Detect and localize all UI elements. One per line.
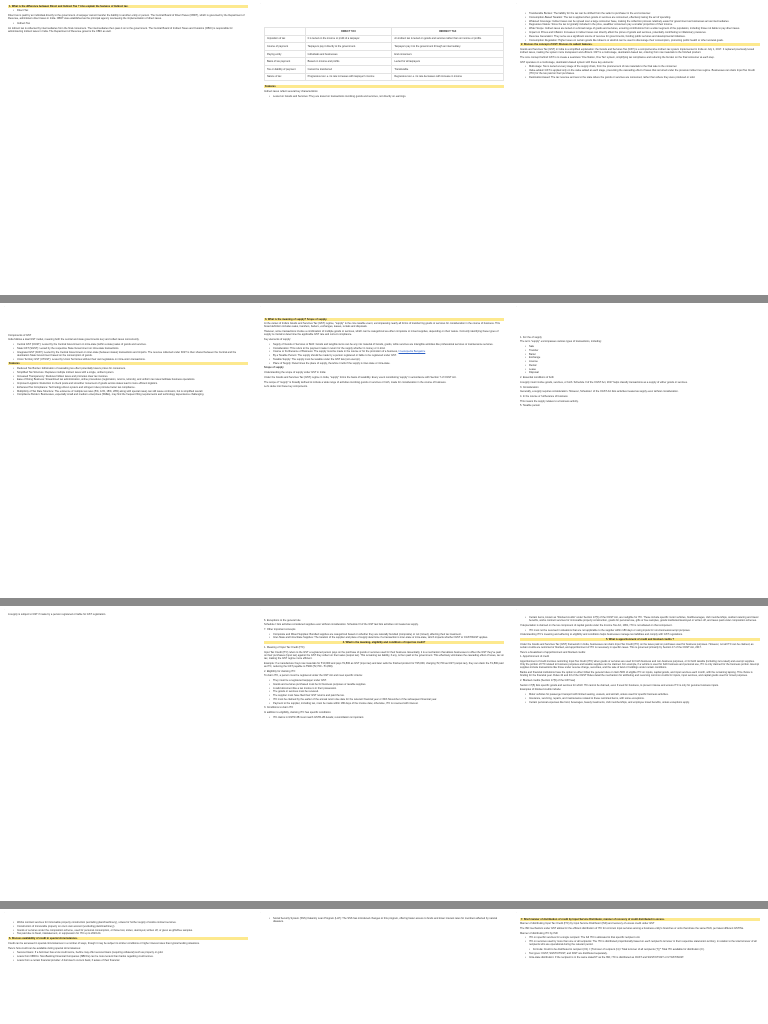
document-page-9[interactable] <box>512 606 768 901</box>
paragraph: 1. Meaning of Input Tax Credit (ITC) <box>264 645 305 649</box>
list-item: • Wider Scope: Indirect taxes are levied on a broad range of goods and services, ensuring contributions from a wider segment of the population, including those not liable to pay direct taxes. <box>525 27 760 30</box>
document-page-11[interactable] <box>256 909 512 1024</box>
list-item: • ITC must not be reversed in situations that are not applicable to the supplier within 180 days or using inputs for non-business/exempt purposes. <box>525 629 760 632</box>
question-heading: 6. Discuss availability of credit in special circumstances. <box>8 937 248 940</box>
section-label: • Indirect Tax <box>13 22 248 25</box>
page-marker: · <box>516 304 517 308</box>
document-page-12[interactable] <box>512 909 768 1024</box>
list-item: • Destination-based: The tax revenue accrues to the state where the goods or services are consumed, rather than where they were produced or sold. <box>525 76 760 79</box>
question-heading: 7. Brief manner of distribution of credit by Input Service Distributor, manner of recovery of credit distributed in excess. <box>520 918 760 921</box>
paragraph: 1. Apportionment of credit <box>520 655 550 659</box>
section-title: Components of GST <box>8 333 32 337</box>
list-item: • Transfer <box>525 349 760 352</box>
question-heading: 1. What is the difference between Direct and Indirect Tax ? Also explain the features of Indirect tax. <box>8 5 248 8</box>
list-item: • Enhanced Tax Compliance: Technology-driven system and stringent rules promote better tax compliance. <box>13 386 248 389</box>
paragraph: Key elements of supply: <box>264 338 292 342</box>
list-item: • Loans from NBFCs: Non-Banking Financial Companies (NBFCs) can be more lenient than banks regarding credit scores. <box>13 955 248 958</box>
paragraph: Goods and Services Tax (GST) in India is a simplified explanation: the Goods and Services Tax (GST) is a comprehensive indirect tax system implemented in India on July 1, 2017. It replaced previously levied indirect taxes, making the system more transparent and efficient. GST is a multi-stage, destination-based tax, ordering from raw materials to the finished product. <box>520 47 755 55</box>
table-cell: Taxpayers pay it to the government through an intermediary. <box>392 43 504 51</box>
table-cell: It is levied on the income or profit of a taxpayer. <box>305 35 392 43</box>
page-marker: · <box>260 1 261 5</box>
document-page-5[interactable] <box>256 303 512 598</box>
document-page-7[interactable] <box>0 606 256 901</box>
list-item: • Secured loans: If a borrower has a low credit score, he/she may offer secured loans (requiring collateral) such as property or gold. <box>13 951 248 954</box>
list-item: • Composite and Mixed Supplies: Bundled supplies are categorized based on whether they are naturally bundled (composite) or not (mixed), affecting their tax treatment. <box>269 633 504 636</box>
list-item: • Motor vehicles for passenger transport with limited seating, vessels, and aircraft, unless used for specific business activities. <box>525 693 760 696</box>
page-marker: · <box>4 910 5 914</box>
paragraph: Section 17(5) lists specific goods and services for which ITC cannot be claimed, even if used for business, to prevent misuse and ensure ITC is only for genuine business inputs. <box>520 683 719 687</box>
list-item: • ITC must be claimed by the earlier of the annual return due date for the relevant financial year or 30th November of the subsequent financial year. <box>269 698 504 701</box>
list-item: • Sale <box>525 345 760 348</box>
document-page-8[interactable] <box>256 606 512 901</box>
paragraph: 2. Eligibility for claiming ITC <box>264 669 296 673</box>
list-item: • Exchange <box>525 356 760 359</box>
table-cell: Imposition of tax <box>265 35 306 43</box>
list-item: • Barter <box>525 353 760 356</box>
list-item: • Revenue Generation: They serve as a significant source of revenue for governments, funding public services and developmental initiatives. <box>525 35 760 38</box>
paragraph: If depreciation is claimed on the tax component of capital goods under the Income Tax Act, 1961, ITC is not allowed on that component. <box>520 623 673 627</box>
section-label: • Direct Tax <box>13 9 248 12</box>
list-item: • Tax paid due to fraud, misstatement, or suppression for ITC up to 2023-24. <box>13 932 248 935</box>
paragraph: 4. In the course or furtherance of business <box>520 395 568 398</box>
table-header-row <box>265 28 504 36</box>
list-item: • Integrated GST (IGST): Levied by the Central Government on inter-state (between states) transactions and imports. The revenue collected under IGST is then shared between the Central and the destination State Government based on the consumption of goods. <box>13 351 248 357</box>
list-item: • Consumption-Based Taxation: The tax is applied when goods or services are consumed, effectively taxing the act of spending. <box>525 16 760 19</box>
paragraph: 2. Blocked credits (Section 17(5) of the GST law) <box>520 679 576 683</box>
paragraph: A supply is subject to GST if made by a person registered or liable for GST registration. <box>8 612 107 616</box>
document-page-1[interactable] <box>0 0 256 295</box>
paragraph: Credit can be accessed in special circumstances in a number of ways, though it may be subject to stricter conditions or higher interest rates than typical lending situations. <box>8 941 200 945</box>
paragraph: Input Tax Credit (ITC) refers to the GST a registered person pays on the purchase of goods or services used for their business. Essentially, it is a mechanism that allows businesses to offset the GST they've paid on their purchases (input tax) against the GST they collect on their sales (output tax). This remaining tax liability, if any, is then paid to the government. This effectively eliminates the cascading effect of taxes, tax on tax, making the GST regime more efficient. <box>264 650 504 660</box>
page-marker: · <box>516 1 517 5</box>
list-item: • Union Territory GST (UTGST): Levied by Union Territories without their own legislature on intra-union transactions. <box>13 358 248 361</box>
list-item: • Insurance, servicing, repairs, and maintenance related to these restricted items, with some exceptions. <box>525 697 760 700</box>
subheading: Scope of supply <box>264 366 284 370</box>
list-item: • The goods or services must be received. <box>269 690 504 693</box>
paragraph: 3. Conditions to claim ITC <box>264 706 294 710</box>
table-cell: An indirect tax is levied on goods and services rather than on income or profits. <box>392 35 504 43</box>
reference-link[interactable]: Investopedia Bangalore <box>398 350 426 354</box>
list-item: • Lease <box>525 368 760 371</box>
list-item: • Multi-stage: Tax is levied at every stage of the supply chain, from the procurement of raw materials to the final sale to the consumer. <box>525 65 760 68</box>
paragraph: Generally, a supply requires consideration. However, Schedule I of the CGST Act lists activities treated as supply even without consideration. <box>520 390 679 394</box>
list-item: • Certain personal expenses like food, beverages, beauty treatments, club memberships, and employee travel benefits, unless exceptions apply. <box>525 701 760 704</box>
list-item: • Compliance Burden: Businesses, especially small and medium enterprises (SMEs), may find the frequent filing requirements and technology dependence challenging. <box>13 393 248 396</box>
list-item: • Consumption Regulation: Higher taxes on certain goods like tobacco or alcohol can be used to discourage their consumption, promoting public health or other societal goals. <box>525 39 760 42</box>
paragraph: The scope of "supply" is broadly defined to include a wide range of activities involving goods or services or both, made for consideration in the course of business. <box>264 380 447 384</box>
section-heading: Features <box>8 362 248 365</box>
page-marker: · <box>260 910 261 914</box>
document-page-4[interactable] <box>0 303 256 598</box>
list-item: • Payment to the supplier, including tax, must be made within 180 days of the invoice date; otherwise, ITC is reversed with interest. <box>269 702 504 705</box>
paragraph: The ISD mechanism under GST allows for the efficient distribution of ITC for common input services among a business entity's branches or units that share the same PAN, per latest different GSTINs. <box>520 926 744 930</box>
table-header-cell <box>265 28 306 36</box>
section-heading: Features <box>264 85 504 88</box>
paragraph: Understanding ITC's meaning and adhering to eligibility and conditions helps businesses manage tax liabilities and comply with GST regulations. <box>520 633 683 637</box>
table-cell: Tax on liability of payment <box>265 65 306 73</box>
paragraph: India follows a dual GST model, meaning both the central and state governments levy and collect taxes concurrently. <box>8 338 140 342</box>
list-item: • Taxable Supply: The supply must be taxable under the GST law (not exempt). <box>269 358 504 361</box>
paragraph: Examples of blocked credits include: <box>520 688 562 692</box>
list-item: • Tax types: CGST, SGST/UTGST, and IGST are distributed separately. <box>525 952 760 955</box>
table-cell: Paying entity <box>265 50 306 58</box>
paragraph: Direct tax is paid by an individual directly to the government. A taxpayer cannot transfer the liability to another entity or person. The Central Board of Direct Taxes (CBDT), which is governed by the Department of Revenue, administers direct taxes in India. CBDT was established as the principal agency overseeing the implementation of direct taxes. <box>8 13 245 21</box>
list-item: • Inter-State and Intra-State Supplies: The location of the supplier and place of supply determine if a transaction is inter-state or intra-state, which impacts whether IGST or CGST/SGST applies. <box>269 636 504 639</box>
paragraph: However, some transactions involve a combination of multiple goods or services, which can be categorized as either composite or mixed supplies, depending on their nature. Correctly identifying these types of supply is crucial to determine the applicable GST rate and correct compliance. <box>264 330 499 337</box>
paragraph: Banks and financial institutions have the option to either follow the general rules or claim 50% of eligible ITC on inputs, capital goods, and input services each month, with the remaining lapsing. This choice is binding for the financial year. Rules 42 and 43 of the CGST Rules detail the mechanism for attributing and reversing common credits for inputs, input services, and capital goods used for mixed purposes. <box>520 671 753 678</box>
table-row <box>265 58 504 66</box>
comparison-table <box>264 27 504 81</box>
paragraph: This means the supply relates to a business activity. <box>520 399 579 403</box>
paragraph: Example: If a manufacturer buys raw materials for ₹10,000 and pays ₹1,800 as GST (input tax) and later sells the finished product for ₹15,000, charging ₹2,700 as GST (output tax), they can claim the ₹1,800 paid as ITC, reducing the GST payable to ₹900 (₹2,700 - ₹1,800). <box>264 661 504 668</box>
list-item: • Disposal <box>525 371 760 374</box>
list-item: • Impact on Prices and Inflation: Increases in indirect taxes can directly affect the prices of goods and services, potentially contributing to inflationary pressures. <box>525 31 760 34</box>
list-item: • ITC on services used by more than one or all recipients: The ITC is distributed proportionally based on each recipient's turnover in their respective state/union territory, in relation to the total turnover of all recipients who are operational during the relevant period. <box>525 940 760 946</box>
list-item: • Place of Supply: Determines the place of supply, therefore it tells if the supply is inter-state or intra-state. <box>269 362 504 365</box>
question-heading: 5. What is apportionment of credit and blocked credits ? <box>520 638 760 641</box>
list-item: • ITC on specific services for a single recipient: The full ITC is allocated to that specific recipient unit. <box>525 936 760 939</box>
paragraph: The core concept behind GST is to create a seamless 'One Nation, One Tax' system, simplifying tax compliance and reducing the burden on the final consumer at each step. <box>520 55 715 59</box>
list-item: • Consideration: This refers to the payment made in return for the supply whether in money or in kind. <box>269 347 504 350</box>
paragraph: In addition to eligibility, claiming ITC has specific conditions: <box>264 711 332 715</box>
list-item: • ITC claims in GSTR-3B must match GSTR-2B details; reconciliation is important. <box>269 716 504 719</box>
paragraph: 7. Other important concepts <box>264 627 296 631</box>
list-item: • Ease of Doing Business: Streamlined tax administration, online procedures (registration, returns, refunds), and uniform tax rates facilitate business operations. <box>13 378 248 381</box>
question-heading: 2. Discuss the concept of GST. Discuss its salient features. <box>520 43 760 46</box>
document-page-6[interactable] <box>512 303 768 598</box>
paragraph: To claim ITC, a person must be registered under the GST Act and meet specific criteria: <box>264 674 363 678</box>
list-item: • Levied on Goods and Services: They are levied on transactions involving goods and services, not directly on earnings. <box>269 95 504 98</box>
paragraph: A supply must involve goods, services, or both. Schedule II of the CGST Act, 2017 helps classify transactions as a supply of either goods or services. <box>520 380 688 384</box>
table-cell: Basis of tax payment <box>265 58 306 66</box>
paragraph: Understanding the scope of supply under GST in India: <box>264 371 326 375</box>
paragraph: 6. Exceptions to the general rule <box>264 618 301 622</box>
document-page-3[interactable] <box>512 0 768 295</box>
table-row <box>265 50 504 58</box>
table-header-cell: DIRECT TAX <box>305 28 392 36</box>
list-item: • Widened Coverage: Indirect taxes can be spread over a large consumer base, making the collection process relatively easier for government as businesses act as intermediaries. <box>525 20 760 23</box>
paragraph: Apportionment of credit involves restricting Input Tax Credit (ITC) when goods or services are used for both business and non-business purposes, or for both taxable (including zero-rated) and exempt supplies. Only the portion of ITC related to business purposes and taxable supplies can be claimed. For example, if a vehicle is used for both business and personal use, ITC is only claimed for the business portion. Exempt supplies include transactions like those under reverse charge, securities, and the sale of land or buildings under certain conditions. <box>520 660 759 670</box>
paragraph: Indirect taxes reflect several key characteristics: <box>264 89 319 93</box>
list-item: • By a Taxable Person: The supply should be made by a person registered or liable to be registered under GST. <box>269 354 504 357</box>
table-cell: Transferable <box>392 65 504 73</box>
document-page-2[interactable] <box>256 0 512 295</box>
paragraph: 1. For the of supply <box>520 335 542 339</box>
list-item: • Regressive Nature: Since the tax is typically included in the price, wealthier consumers pay a smaller proportion of their income. <box>525 23 760 26</box>
paragraph: Here's how credit can be available during special circumstances: <box>8 946 81 950</box>
list-item: • Formula: Credit to be distributed to recipient (C1) = [Turnover of recipient (t1) / Total turnover of all recipients (T)] * Total ITC available for distribution (C). <box>529 948 760 951</box>
page-marker: · <box>260 607 261 611</box>
page-marker: · <box>516 607 517 611</box>
paragraph: 2. Essential conditions of both <box>520 376 554 380</box>
table-row <box>265 35 504 43</box>
list-item: • Course or Furtherance of Business: The supply must be made in the course or for the promotion of a business, Investopedia Bangalore <box>269 350 504 353</box>
paragraph: Manner of distributing Input Tax Credit (ITC) by Input Service Distributor (ISD) and recovery of excess credit under GST <box>520 922 655 926</box>
paragraph: GST operates on a multi-stage, destination-based system with these key elements: <box>520 60 614 64</box>
paragraph: Schedule I lists activities considered supplies even without consideration. Schedule III of the GST law lists activities not treated as supply. <box>264 623 419 627</box>
table-row <box>265 65 504 73</box>
list-item: • Rental <box>525 364 760 367</box>
table-cell: Based on income and profits <box>305 58 392 66</box>
table-cell: Progressive tax i.e. its rate increases with taxpayer's income <box>305 73 392 81</box>
page-marker: · <box>260 304 261 308</box>
paragraph: 3. Consideration <box>520 385 539 389</box>
table-cell: Cannot be transferred <box>305 65 392 73</box>
question-heading: 4. What is the meaning, eligibility and conditions of input tax credit? <box>264 641 504 644</box>
table-cell: End consumers <box>392 50 504 58</box>
list-item: • License <box>525 360 760 363</box>
table-cell: Levied for all taxpayers <box>392 58 504 66</box>
list-item: • Construction of immovable property on one's own account (excluding plant/machinery). <box>13 925 248 928</box>
page-marker: · <box>4 304 5 308</box>
document-page-10[interactable] <box>0 909 256 1024</box>
paragraph: Under the Goods and Services Tax (GST) framework in India, businesses can claim Input Tax Credit (ITC) on the taxes paid on purchases used for business purposes. However, not all ITC can be claimed, as certain credits are restricted or blocked, and apportionment of ITC is necessary in specific cases. This is governed primarily by Section 17 of the CGST Act, 2017. <box>520 642 754 649</box>
paragraph: Here's a breakdown of apportionment and blocked credits: <box>520 650 586 654</box>
page-marker: · <box>516 910 517 914</box>
table-header-cell: INDIRECT TAX <box>392 28 504 36</box>
list-item: • Works contract services for immovable property construction (excluding plant/machinery), unless for further supply of works contract services. <box>13 921 248 924</box>
table-row <box>265 73 504 81</box>
list-item: • State GST (SGST): Levied by the respective State Government on intra-state transactions. <box>13 347 248 350</box>
list-item: • A valid document like a tax invoice is in their possession. <box>269 687 504 690</box>
list-item: • Value-added: GST is applied only on the value added at each stage, preventing the cascading effect of taxes that occurred under the previous indirect tax regime. Businesses can claim Input Tax Credit (ITC) for the tax paid on their purchases. <box>525 69 760 75</box>
list-item: • Intra-state distribution: If the recipient is in the same state/UT as the ISD, ITC is distributed as CGST and SGST/UTGST or UTGST/SGST. <box>525 956 760 959</box>
table-cell: Individuals and businesses <box>305 50 392 58</box>
paragraph: Manner of distributing ITC by ISD <box>520 931 558 935</box>
paragraph: Let's delve into these key components. <box>264 385 308 389</box>
list-item: • Goods or services under the composition scheme, used for personal consumption, or those lost, stolen, destroyed, written off, or given as gifts/free samples. <box>13 929 248 932</box>
table-cell: Regressive tax i.e. its rate decreases with increase in income <box>392 73 504 81</box>
question-heading: 3. What is the meaning of supply? Scope of supply. <box>264 318 504 321</box>
paragraph: 5. Taxable person <box>520 404 541 408</box>
list-item: • Goods and services purchased must be for business purposes or taxable supplies. <box>269 683 504 686</box>
list-item: • Improved Logistics: Reduction in check posts and smoother movement of goods across states lead to more efficient logistics. <box>13 382 248 385</box>
list-item: • Supply of Goods or Services or Both: Goods and tangible items can be any mix material of Goods, goods, while services are intangible activities like professional services or maintenance services. <box>269 343 504 346</box>
list-item: • Increased Transparency: Reduces hidden taxes and promotes clear tax invoices. <box>13 375 248 378</box>
table-row <box>265 43 504 51</box>
list-item: • Loans from a certain financial provider: A borrower's current bank, if aware of their financial <box>13 959 248 962</box>
list-item: • Multiplicity of Tax Rate Structure: The existence of multiple tax rates (5%, 12%, 18%, 28%) along with special rates) can still cause confusion, but is simplified overall. <box>13 390 248 393</box>
list-item: • Certain items, known as "blocked credits" under Section 17(5) of the CGST Act, are ineligible for ITC. These include specific motor vehicles, food/beverages, club memberships, outdoor catering and travel benefits, works contract services for immovable property construction, goods for personal use, gifts or free samples, goods lost/stolen/destroyed or written off, and taxes paid under composition schemes. <box>525 616 760 622</box>
list-item: • They must be a registered taxpayer under GST. <box>269 679 504 682</box>
table-cell: Taxpayers pay it directly to the government. <box>305 43 392 51</box>
table-cell: Course of payment <box>265 43 306 51</box>
paragraph: An indirect tax is collected by intermediaries from the final consumers. The intermediaries then pass it on to the government. The Central Board of Indirect Taxes and Customs (CBIC) is responsible for administering indirect taxes in India. The Department of Revenue governs the CBIC as well. <box>8 26 233 33</box>
list-item: • Social Security System (SSS) Calamity Loan Program (LLP): The SSS has introduced changes to this program, offering faster access to funds and lower interest rates for members affected by natural disasters. <box>269 917 504 923</box>
list-item: • Simplified Tax Structure: Replaces multiple indirect taxes with a single, unified system. <box>13 371 248 374</box>
table-cell: Nature of tax <box>265 73 306 81</box>
list-item: • Reduced Tax Burden: Elimination of cascading tax effect potentially lowers prices for consumers. <box>13 367 248 370</box>
paragraph: At the outset of India's Goods and Services Tax (GST) regime, "supply" is the core taxable event, encompassing nearly all forms of transferring goods or services for consideration in the course of business. This broad definition includes sales, transfers, barters, exchanges, leases, rentals and disposals. <box>264 322 500 329</box>
paragraph: Under the Goods and Services Tax (GST) regime in India, "supply" forms the basis of taxability. Every event constituting 'supply' in accordance with Section 7 of CGST Act. <box>264 375 457 379</box>
feature-list <box>525 12 760 42</box>
list-item: • The supplier must have filed their GST returns and paid the tax. <box>269 694 504 697</box>
list-item: • Central GST (CGST): Levied by the Central Government on intra-state (within a state) sales of goods and services. <box>13 343 248 346</box>
page-marker: · <box>4 607 5 611</box>
paragraph: The term "supply" encompasses various types of transactions, including: <box>520 340 602 344</box>
list-item: • Transferable Burden: The liability for the tax can be shifted from the seller to purchaser in the end consumer. <box>525 12 760 15</box>
